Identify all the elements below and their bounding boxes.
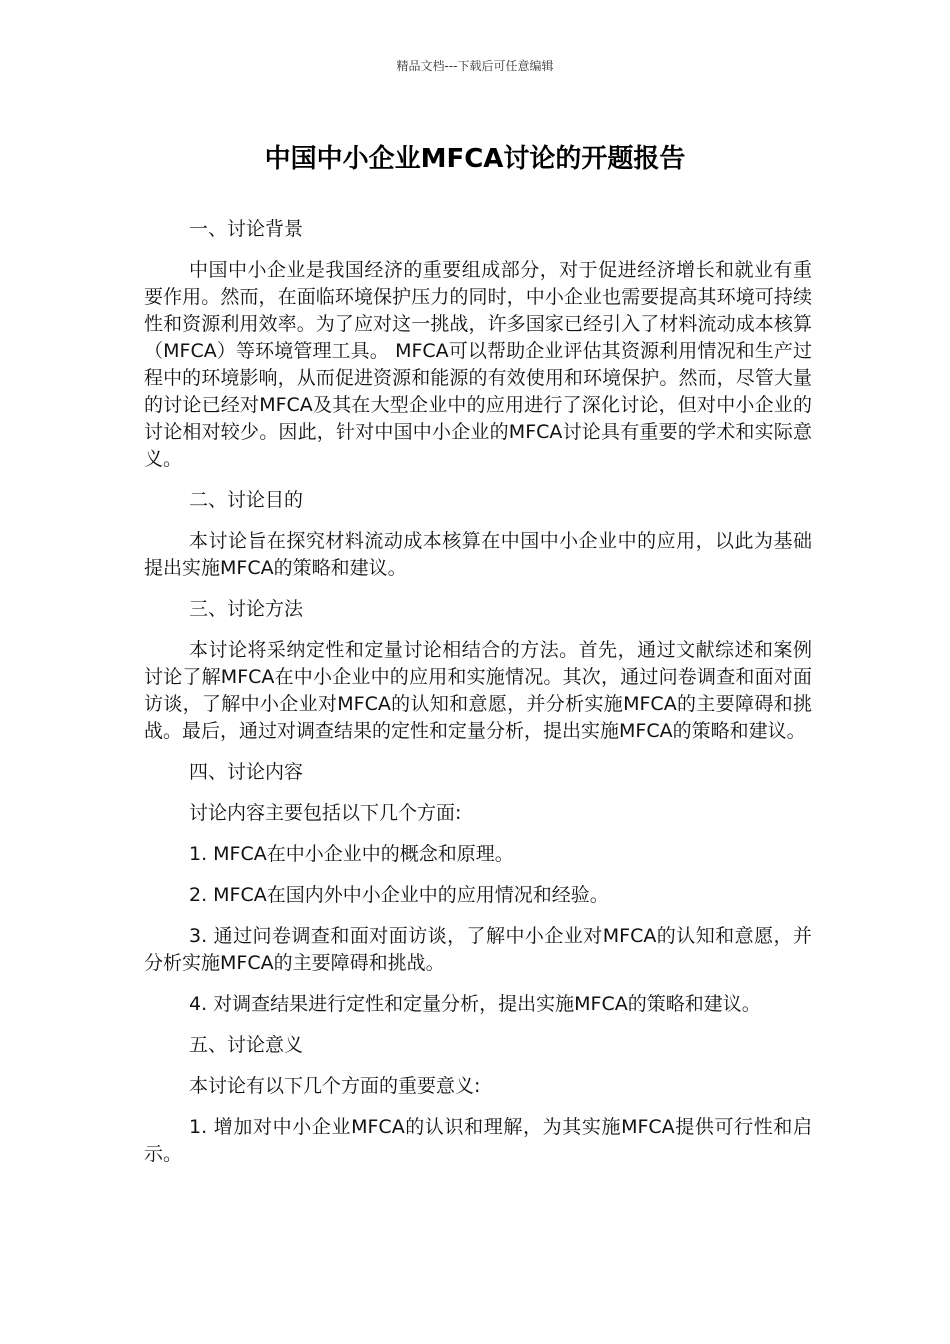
paragraph-purpose: 本讨论旨在探究材料流动成本核算在中国中小企业中的应用，以此为基础提出实施MFCA的策略和建议。 — [144, 530, 812, 579]
section-heading-significance: 五、讨论意义 — [189, 1034, 304, 1056]
page-header: 精品文档---下载后可任意编辑 — [396, 59, 554, 73]
section-heading-purpose: 二、讨论目的 — [189, 489, 304, 511]
list-item-content-3: 3. 通过问卷调查和面对面访谈，了解中小企业对MFCA的认知和意愿，并分析实施MFCA的主要障碍和挑战。 — [144, 925, 812, 974]
document-title: 中国中小企业MFCA讨论的开题报告 — [264, 144, 686, 174]
section-heading-content: 四、讨论内容 — [189, 761, 304, 783]
paragraph-significance-intro: 本讨论有以下几个方面的重要意义: — [189, 1075, 481, 1097]
paragraph-background: 中国中小企业是我国经济的重要组成部分，对于促进经济增长和就业有重要作用。然而，在面临环境保护压力的同时，中小企业也需要提高其环境可持续性和资源利用效率。为了应对这一挑战，许多国家已经引入了材料流动成本核算（MFCA）等环境管理工具。 MFCA可以帮助企业评估其资源利用情况和生产过程中的环境影响，从而促进资源和能源的有效使用和环境保护。然而，尽管大量的讨论已经对MFCA及其在大型企业中的应用进行了深化讨论，但对中小企业的讨论相对较少。因此，针对中国中小企业的MFCA讨论具有重要的学术和实际意义。 — [144, 259, 812, 470]
list-item-content-2: 2. MFCA在国内外中小企业中的应用情况和经验。 — [189, 884, 609, 906]
section-heading-method: 三、讨论方法 — [189, 598, 304, 620]
document-body — [144, 216, 812, 1182]
list-item-content-4: 4. 对调查结果进行定性和定量分析，提出实施MFCA的策略和建议。 — [189, 993, 761, 1015]
section-heading-background: 一、讨论背景 — [189, 218, 304, 240]
paragraph-content-intro: 讨论内容主要包括以下几个方面: — [189, 802, 462, 824]
list-item-significance-1: 1. 增加对中小企业MFCA的认识和理解，为其实施MFCA提供可行性和启示。 — [144, 1116, 812, 1165]
paragraph-method: 本讨论将采纳定性和定量讨论相结合的方法。首先，通过文献综述和案例讨论了解MFCA在中小企业中的应用和实施情况。其次，通过问卷调查和面对面访谈，了解中小企业对MFCA的认知和意愿，并分析实施MFCA的主要障碍和挑战。最后，通过对调查结果的定性和定量分析，提出实施MFCA的策略和建议。 — [144, 639, 812, 742]
list-item-content-1: 1. MFCA在中小企业中的概念和原理。 — [189, 843, 514, 865]
